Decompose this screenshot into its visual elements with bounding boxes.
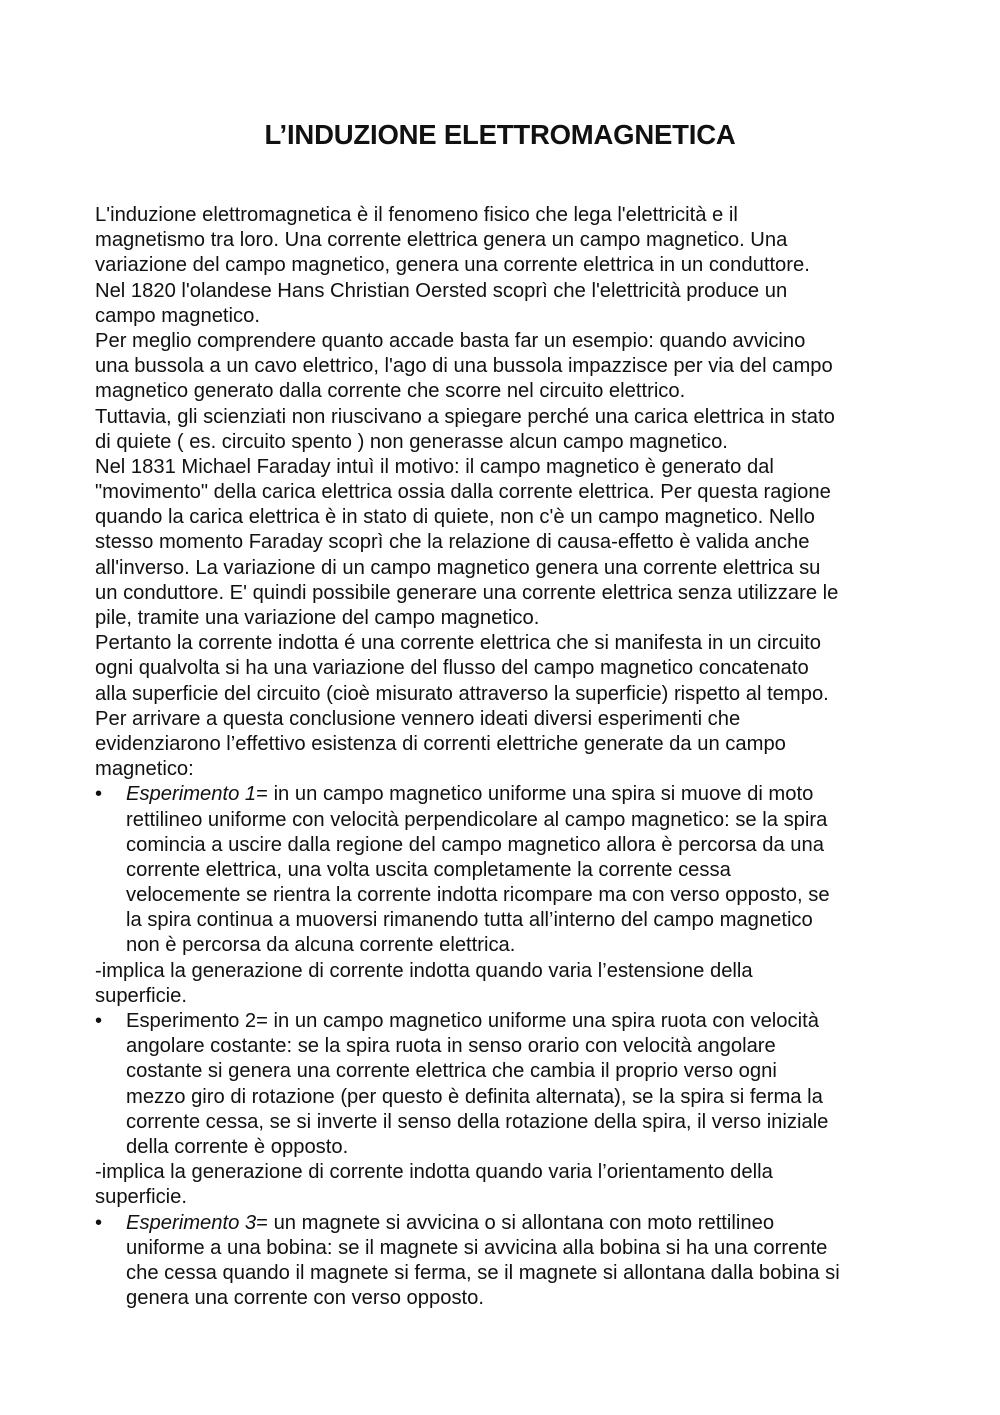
text-line: che cessa quando il magnete si ferma, se il magnete si allontana dalla bobina si (126, 1261, 840, 1284)
list-item-esperimento-1 (95, 782, 925, 958)
text-line: velocemente se rientra la corrente indotta ricompare ma con verso opposto, se (126, 884, 830, 907)
text-line: angolare costante: se la spira ruota in senso orario con velocità angolare (126, 1035, 776, 1058)
text-line: mezzo giro di rotazione (per questo è definita alternata), se la spira si ferma la (126, 1085, 823, 1108)
list-item-esperimento-2 (95, 1009, 925, 1160)
text-line (126, 782, 925, 807)
text-line: evidenziarono l’effettivo esistenza di correnti elettriche generate da un campo (95, 732, 786, 755)
text-line: Tuttavia, gli scienziati non riuscivano a spiegare perché una carica elettrica in stato (95, 405, 835, 428)
text-line: Esperimento 2= in un campo magnetico uniforme una spira ruota con velocità (126, 1010, 819, 1032)
text-line: della corrente è opposto. (126, 1135, 349, 1158)
bullet-icon: • (95, 783, 103, 806)
text-line: di quiete ( es. circuito spento ) non generasse alcun campo magnetico. (95, 430, 728, 453)
text-line: -implica la generazione di corrente indotta quando varia l’orientamento della (95, 1161, 773, 1184)
text-line: Nel 1820 l'olandese Hans Christian Oersted scoprì che l'elettricità produce un (95, 279, 788, 302)
experiment-text: = in un campo magnetico uniforme una spira si muove di moto (256, 783, 814, 806)
text-line: ogni qualvolta si ha una variazione del flusso del campo magnetico concatenato (95, 657, 809, 680)
text-line: corrente cessa, se si inverte il senso della rotazione della spira, il verso iniziale (126, 1110, 829, 1133)
text-line: superficie. (95, 1186, 188, 1209)
list-item-esperimento-3 (95, 1211, 925, 1312)
text-line: rettilineo uniforme con velocità perpendicolare al campo magnetico: se la spira (126, 808, 828, 831)
text-line: L'induzione elettromagnetica è il fenomeno fisico che lega l'elettricità e il (95, 204, 738, 226)
text-line: alla superficie del circuito (cioè misurato attraverso la superficie) rispetto al tempo. (95, 682, 829, 705)
experiment-label: Esperimento 1 (126, 783, 257, 806)
text-line: magnetismo tra loro. Una corrente elettrica genera un campo magnetico. Una (95, 229, 788, 252)
text-line: Pertanto la corrente indotta é una corrente elettrica che si manifesta in un circuito (95, 632, 822, 655)
experiment-2-note (95, 1160, 925, 1210)
text-line: magnetico: (95, 758, 194, 781)
experiment-text: = un magnete si avvicina o si allontana con moto rettilineo (256, 1211, 775, 1234)
bullet-icon: • (95, 1211, 103, 1234)
text-line: Nel 1831 Michael Faraday intuì il motivo: il campo magnetico è generato dal (95, 455, 774, 478)
text-line: variazione del campo magnetico, genera una corrente elettrica in un conduttore. (95, 254, 810, 277)
text-line: stesso momento Faraday scoprì che la relazione di causa-effetto è valida anche (95, 531, 810, 554)
text-line: all'inverso. La variazione di un campo magnetico genera una corrente elettrica su (95, 556, 821, 579)
text-line (126, 1211, 925, 1236)
document-body (95, 203, 925, 1311)
experiment-label: Esperimento 3 (126, 1211, 257, 1234)
text-line: corrente elettrica, una volta uscita completamente la corrente cessa (126, 858, 731, 881)
text-line: la spira continua a muoversi rimanendo tutta all’interno del campo magnetico (126, 909, 813, 932)
text-line: "movimento" della carica elettrica ossia dalla corrente elettrica. Per questa ragione (95, 481, 831, 504)
intro-paragraphs (95, 203, 925, 782)
text-line: Per meglio comprendere quanto accade basta far un esempio: quando avvicino (95, 329, 806, 352)
text-line: superficie. (95, 984, 188, 1007)
text-line: comincia a uscire dalla regione del campo magnetico allora è percorsa da una (126, 833, 824, 856)
text-line: costante si genera una corrente elettrica che cambia il proprio verso ogni (126, 1060, 777, 1083)
bullet-icon: • (95, 1010, 103, 1032)
text-line: magnetico generato dalla corrente che scorre nel circuito elettrico. (95, 380, 686, 403)
page-title: L’INDUZIONE ELETTROMAGNETICA (264, 119, 736, 150)
text-line: genera una corrente con verso opposto. (126, 1287, 485, 1310)
experiment-1-note (95, 959, 925, 1009)
text-line: quando la carica elettrica è in stato di quiete, non c'è un campo magnetico. Nello (95, 506, 815, 529)
text-line: campo magnetico. (95, 304, 260, 327)
text-line: Per arrivare a questa conclusione vennero ideati diversi esperimenti che (95, 707, 741, 730)
text-line: un conduttore. E' quindi possibile generare una corrente elettrica senza utilizzare le (95, 581, 839, 604)
text-line: uniforme a una bobina: se il magnete si avvicina alla bobina si ha una corrente (126, 1236, 828, 1259)
text-line: pile, tramite una variazione del campo magnetico. (95, 607, 540, 629)
text-line: non è percorsa da alcuna corrente elettrica. (126, 934, 516, 957)
text-line: -implica la generazione di corrente indotta quando varia l’estensione della (95, 959, 753, 982)
text-line: una bussola a un cavo elettrico, l'ago di una bussola impazzisce per via del campo (95, 355, 833, 378)
